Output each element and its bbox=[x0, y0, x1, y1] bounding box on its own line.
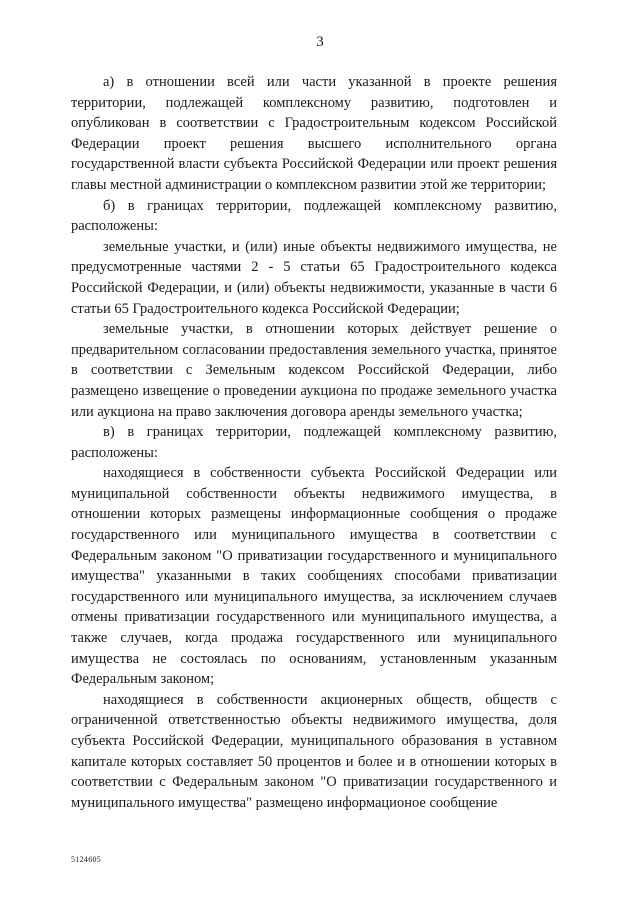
paragraph-c: в) в границах территории, подлежащей комплексному развитию, расположены: bbox=[71, 424, 557, 461]
page-number: 3 bbox=[316, 34, 324, 50]
paragraph-c-item-1: находящиеся в собственности субъекта Российской Федерации или муниципальной собственности объекты недвижимого имущества, в отношении которых размещены информационные сообщения о продаже государственного или муниципального имущества в соответствии с Федеральным законом "О приватизации государственного и муниципального имущества" указанными в таких сообщениях способами приватизации государственного или муниципального имущества, за исключением случаев отмены приватизации государственного или муниципального имущества, а также случаев, когда продажа государственного или муниципального имущества не состоялась по основаниям, установленным указанным Федеральным законом; bbox=[71, 465, 557, 688]
paragraph-c-item-2: находящиеся в собственности акционерных обществ, обществ с ограниченной ответственностью объекты недвижимого имущества, доля субъекта Российской Федерации, муниципального образования в уставном капитале которых составляет 50 процентов и более и в отношении которых в соответствии с Федеральным законом "О приватизации государственного и муниципального имущества" размещено информационое сообщение bbox=[71, 691, 557, 811]
paragraph-b: б) в границах территории, подлежащей комплексному развитию, расположены: bbox=[71, 197, 557, 235]
footer-document-code: 5124605 bbox=[71, 855, 102, 864]
paragraph-b-item-1: земельные участки, и (или) иные объекты недвижимого имущества, не предусмотренные частями 2 - 5 статьи 65 Градостроительного кодекса Российской Федерации, и (или) объекты недвижимости, указанные в части 6 статьи 65 Градостроительного кодекса Российской Федерации; bbox=[71, 238, 557, 317]
paragraph-a: а) в отношении всей или части указанной в проекте решения территории, подлежащей комплексному развитию, подготовлен и опубликован в соответствии с Градостроительным кодексом Российской Федерации проект решения высшего исполнительного органа государственной власти субъекта Российской Федерации или проект решения главы местной администрации о комплексном развитии этой же территории; bbox=[71, 74, 557, 193]
document-body bbox=[71, 72, 557, 813]
paragraph-b-item-2: земельные участки, в отношении которых действует решение о предварительном согласовании предоставления земельного участка, принятое в соответствии с Земельным кодексом Российской Федерации, либо размещено извещение о проведении аукциона по продаже земельного участка или аукциона на право заключения договора аренды земельного участка; bbox=[71, 321, 557, 420]
